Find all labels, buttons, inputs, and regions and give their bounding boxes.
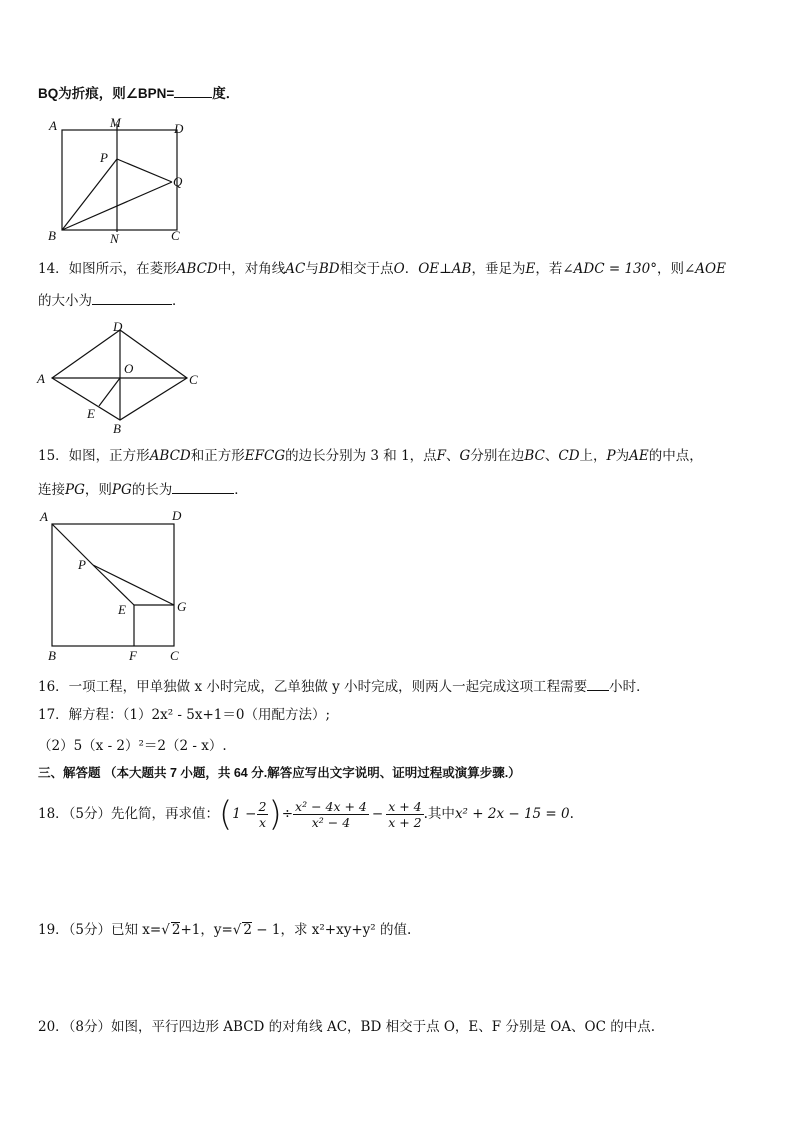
q13-figure [40,112,200,247]
q15-segment-pe [93,565,134,605]
q18-right-paren: ) [268,794,282,835]
q15-text-e: 分别在边 [470,448,525,464]
q14-text-a: 14．如图所示，在菱形 [38,261,177,277]
q14-text-d: 相交于点 [339,261,394,277]
q16-text-b: 小时． [609,679,650,695]
q13-segment-bp [62,159,117,230]
q15-text-f: 、 [544,448,559,464]
q18-fraction-2-den: x² − 4 [311,815,351,830]
q13-tail-start: BQ为折痕，则∠BPN= [38,86,175,101]
q15-answer-blank[interactable] [172,479,234,494]
q15-pg-2: PG [111,482,132,498]
q14-text-j: ． [172,293,186,309]
q19-text [38,921,411,939]
q18-minus: − [371,806,384,822]
q15-bc: BC [524,448,545,464]
q19-text-b: +1，y= [180,922,233,938]
q15-label-b: B [48,648,56,663]
q14-oe-ab: OE⊥AB [418,261,472,277]
q14-angle: ∠ADC = 130° [562,261,657,277]
q15-g: G [459,448,471,464]
q15-figure [38,506,198,664]
q15-p: P [606,448,616,464]
q18-where: .其中 [423,806,455,822]
q18-fraction-2-num: x² − 4x + 4 [295,799,367,814]
q15-segment-ap [52,524,93,565]
q13-label-a: A [49,118,57,133]
q15-ae: AE [629,448,649,464]
q14-answer-blank[interactable] [92,290,172,305]
q14-ac: AC [285,261,306,277]
q13-answer-blank[interactable] [174,83,212,98]
q15-pg: PG [65,482,85,498]
q18-fraction-3-num: x + 4 [388,799,422,814]
q18-one-minus: 1 − [232,806,257,822]
q14-text-b: 中，对角线 [217,261,286,277]
q15-text-j: 连接 [38,482,65,498]
q18-fraction-3 [386,799,423,830]
q14-aoe: ∠AOE [683,261,726,277]
q14-text-f: ，垂足为 [471,261,526,277]
q15-f: F [436,448,447,464]
q18-left-paren: ( [219,794,233,835]
q15-text-d: 、 [446,448,460,464]
q18-div: ÷ [281,806,294,822]
q13-label-d: D [174,121,184,136]
q14-e: E [525,261,536,277]
q15-cd: CD [558,448,580,464]
q14-label-e: E [87,406,95,421]
q15-label-a: A [40,509,48,524]
q14-o: O [393,261,405,277]
q15-label-g: G [177,599,187,614]
q13-text [38,83,239,103]
q14-bd: BD [318,261,340,277]
sqrt-icon: √ [232,922,242,938]
q13-label-c: C [171,228,180,243]
q14-line2 [38,290,186,310]
q13-label-b: B [48,228,56,243]
q15-efcg: EFCG [244,448,286,464]
q15-label-f: F [129,648,137,663]
q17-line2: （2）5（x - 2）²＝2（2 - x）. [38,738,227,754]
q14-text-e: ． [404,261,419,277]
q16-answer-blank[interactable] [587,676,609,691]
q13-tail-end: 度． [212,86,240,101]
q14-label-b: B [113,421,121,436]
q15-abcd: ABCD [149,448,191,464]
q15-text-c: 的边长分别为 3 和 1，点 [285,448,437,464]
q14-segment-oe [99,378,120,406]
q18-fraction-1 [257,799,269,830]
q15-label-p: P [78,557,86,572]
q13-label-n: N [110,231,119,246]
q15-segment-pg [93,565,174,605]
q15-line2 [38,479,248,499]
q14-label-c: C [189,372,198,387]
q15-text-a: 15．如图，正方形 [38,448,150,464]
q15-label-d: D [172,508,182,523]
q15-text-g: 上， [579,448,607,464]
q19-text-a: 19．（5分）已知 x= [38,922,162,938]
section3-heading: 三、解答题 （本大题共 7 小题，共 64 分.解答应写出文字说明、证明过程或演算步骤.） [38,766,521,780]
q16-text [38,676,650,696]
q14-label-d: D [113,319,123,334]
q15-square-efcg [134,605,174,646]
q18-text [38,794,574,834]
q15-label-e: E [118,602,126,617]
q14-abcd: ABCD [176,261,218,277]
q17-line1: 17．解方程：（1）2x² - 5x+1＝0（用配方法）; [38,707,331,723]
q18-text-a: 18．（5分）先化简，再求值： [38,806,220,822]
q20-text: 20．（8分）如图，平行四边形 ABCD 的对角线 AC，BD 相交于点 O，E、F 分别是 OA、OC 的中点. [38,1019,656,1035]
sqrt-icon: √ [161,922,170,938]
q13-label-q: Q [173,174,183,189]
q15-text-h: 为 [615,448,630,464]
q18-end: . [569,806,574,822]
q14-line1 [38,260,726,278]
q18-fraction-1-num: 2 [258,799,267,814]
q15-text-i: 的中点， [648,448,703,464]
q15-line1 [38,447,703,465]
q18-fraction-1-den: x [258,815,266,830]
q14-text-c: 与 [305,261,319,277]
q14-text-g: ，若 [535,261,563,277]
q16-text-a: 16．一项工程，甲单独做 x 小时完成，乙单独做 y 小时完成，则两人一起完成这项工程需要 [38,679,588,695]
q14-text-i: 的大小为 [38,293,92,309]
q15-label-c: C [170,648,179,663]
q15-text-l: 的长为 [131,482,173,498]
q13-label-p: P [100,150,108,165]
q13-segment-pq [117,159,172,182]
q14-label-o: O [124,361,134,376]
q14-label-a: A [37,371,45,386]
q14-figure [35,318,205,436]
q18-fraction-3-den: x + 2 [388,815,422,830]
q14-text-h: ，则 [656,261,684,277]
q19-sqrt-2: 2 [243,922,252,938]
q18-fraction-2 [293,799,369,830]
q18-condition: x² + 2x − 15 = 0 [454,806,570,822]
q13-label-m: M [110,115,121,130]
q15-text-m: ． [234,482,248,498]
q19-text-c: − 1，求 x²+xy+y² 的值. [251,922,412,938]
q19-sqrt-1: 2 [171,922,181,938]
q15-text-b: 和正方形 [190,448,245,464]
q15-text-k: ，则 [84,482,112,498]
